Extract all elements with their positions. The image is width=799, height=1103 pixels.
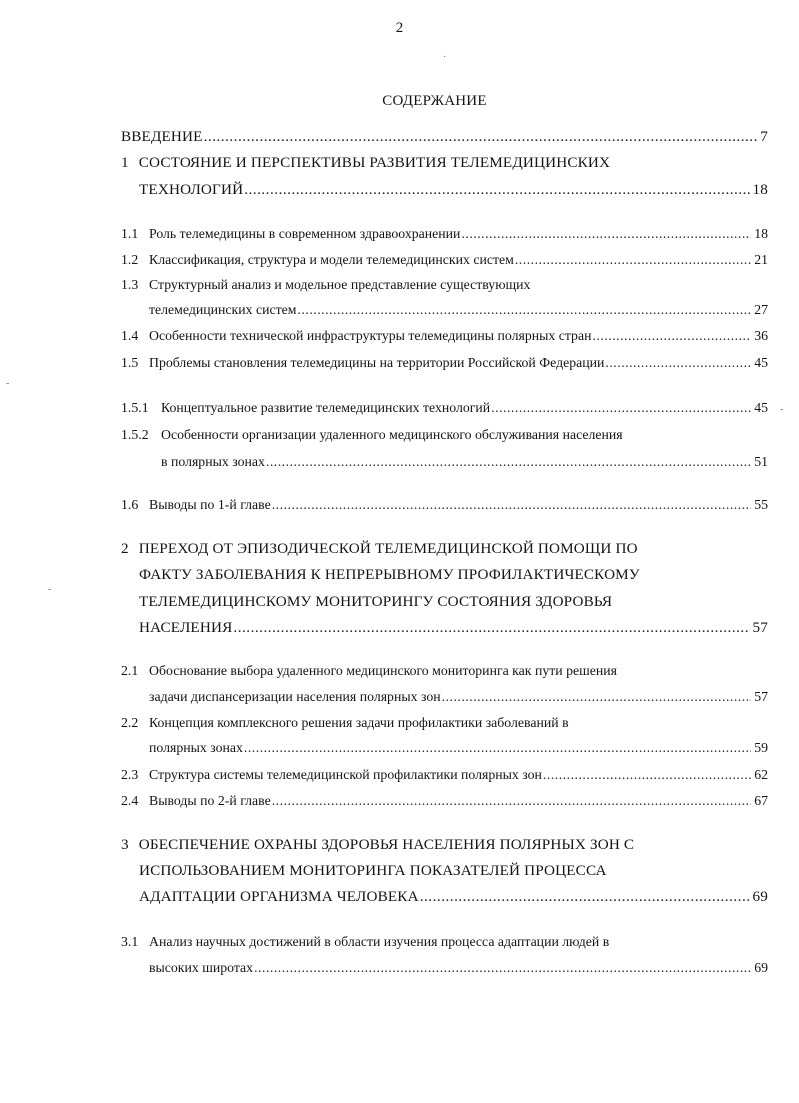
toc-entry-title: ВВЕДЕНИЕ [121,128,203,145]
toc-entry-page: 51 [754,454,768,469]
toc-entry-title-continued: АДАПТАЦИИ ОРГАНИЗМА ЧЕЛОВЕКА [139,888,419,905]
dot-leader [491,400,751,416]
toc-entry-page: 67 [754,793,768,808]
toc-entry-title-continued: задачи диспансеризации населения полярных зон [149,689,441,704]
toc-entry-title-continued: ФАКТУ ЗАБОЛЕВАНИЯ К НЕПРЕРЫВНОМУ ПРОФИЛАКТИЧЕСКОМУ [139,566,640,583]
dot-leader [272,497,751,513]
toc-entry-title: Концептуальное развитие телемедицинских технологий [161,400,491,415]
toc-entry-title-continued: НАСЕЛЕНИЯ [139,619,233,636]
dot-leader [442,689,752,705]
toc-entry-1-4[interactable] [121,328,768,348]
toc-entry-page: 36 [754,328,768,343]
toc-entry-number: 2.1 [121,663,139,678]
toc-entry-number: 2.2 [121,715,139,730]
toc-entry-number: 1.5.2 [121,427,149,442]
toc-entry-page: 59 [754,740,768,755]
toc-entry-title: Особенности технической инфраструктуры телемедицины полярных стран [149,328,592,343]
toc-entry-1-5[interactable] [121,355,768,375]
toc-entry-page: 21 [754,252,768,267]
toc-entry-title: Роль телемедицины в современном здравоохранении [149,226,461,241]
toc-entry-page: 55 [754,497,768,512]
dot-leader [592,328,751,344]
dot-leader [605,355,751,371]
toc-entry-1-2[interactable] [121,252,768,272]
toc-entry-number: 1.2 [121,252,139,267]
toc-entry-1-1[interactable] [121,226,768,246]
toc-entry-2-4[interactable] [121,793,768,813]
toc-entry-title: СОСТОЯНИЕ И ПЕРСПЕКТИВЫ РАЗВИТИЯ ТЕЛЕМЕДИЦИНСКИХ [138,154,611,171]
toc-entry-number: 1.6 [121,497,139,512]
toc-entry-number: 3 [121,836,129,853]
toc-entry-number: 1.4 [121,328,139,343]
toc-entry-title-continued: полярных зонах [149,740,243,755]
toc-entry-page: 57 [752,619,768,636]
dot-leader [244,740,751,756]
toc-entry-page: 45 [754,400,768,415]
dot-leader [254,960,751,976]
dot-leader [204,128,758,146]
toc-entry-introduction[interactable] [121,128,768,148]
scan-speck: · [443,52,447,63]
toc-entry-title: Структурный анализ и модельное представление существующих [149,277,531,292]
toc-entry-title: Классификация, структура и модели телемедицинских систем [149,252,514,267]
toc-entry-title-continued: в полярных зонах [161,454,265,469]
toc-entry-2-3[interactable] [121,767,768,787]
dot-leader [420,888,750,906]
toc-entry-page: 18 [752,181,768,198]
toc-entry-title: Обоснование выбора удаленного медицинского мониторинга как пути решения [149,663,617,678]
toc-entry-title: Проблемы становления телемедицины на территории Российской Федерации [149,355,605,370]
toc-entry-number: 3.1 [121,934,139,949]
toc-entry-number: 2.3 [121,767,139,782]
dot-leader [543,767,751,783]
toc-entry-number: 1.1 [121,226,139,241]
scan-speck: - [6,378,10,389]
toc-entry-page: 7 [760,128,768,145]
toc-entry-title: ОБЕСПЕЧЕНИЕ ОХРАНЫ ЗДОРОВЬЯ НАСЕЛЕНИЯ ПОЛЯРНЫХ ЗОН С [138,836,635,853]
toc-entry-title: Выводы по 1-й главе [149,497,271,512]
toc-entry-title: Особенности организации удаленного медицинского обслуживания населения [161,427,623,442]
dot-leader [297,302,751,318]
toc-entry-title: Структура системы телемедицинской профилактики полярных зон [149,767,542,782]
page-number: 2 [395,20,404,36]
toc-entry-title: Анализ научных достижений в области изучения процесса адаптации людей в [149,934,610,949]
toc-entry-page: 69 [752,888,768,905]
toc-entry-page: 27 [754,302,768,317]
scan-speck: - [780,404,784,415]
scan-speck: - [48,584,52,595]
toc-entry-title-continued: высоких широтах [149,960,254,975]
toc-title: СОДЕРЖАНИЕ [382,93,487,109]
toc-entry-title: ПЕРЕХОД ОТ ЭПИЗОДИЧЕСКОЙ ТЕЛЕМЕДИЦИНСКОЙ ПОМОЩИ ПО [138,540,638,557]
toc-entry-page: 45 [754,355,768,370]
toc-entry-title: Выводы по 2-й главе [149,793,271,808]
toc-entry-page: 69 [754,960,768,975]
toc-entry-1-6[interactable] [121,497,768,517]
toc-entry-title-continued: ИСПОЛЬЗОВАНИЕМ МОНИТОРИНГА ПОКАЗАТЕЛЕЙ ПРОЦЕССА [139,862,607,879]
toc-entry-number: 2 [121,540,129,557]
toc-entry-1-5-1[interactable] [121,400,768,420]
dot-leader [266,454,751,470]
toc-entry-title-continued: телемедицинских систем [149,302,297,317]
toc-entry-number: 1.5.1 [121,400,149,415]
toc-entry-page: 62 [754,767,768,782]
toc-entry-page: 57 [754,689,768,704]
toc-entry-page: 18 [754,226,768,241]
toc-entry-title: Концепция комплексного решения задачи профилактики заболеваний в [149,715,569,730]
dot-leader [244,181,749,199]
toc-entry-title-continued: ТЕЛЕМЕДИЦИНСКОМУ МОНИТОРИНГУ СОСТОЯНИЯ ЗДОРОВЬЯ [139,593,613,610]
dot-leader [461,226,751,242]
dot-leader [272,793,751,809]
toc-entry-title-continued: ТЕХНОЛОГИЙ [139,181,244,198]
toc-entry-number: 2.4 [121,793,139,808]
dot-leader [515,252,751,268]
toc-entry-number: 1.3 [121,277,139,292]
dot-leader [233,619,749,637]
toc-entry-number: 1 [121,154,129,171]
toc-entry-number: 1.5 [121,355,139,370]
